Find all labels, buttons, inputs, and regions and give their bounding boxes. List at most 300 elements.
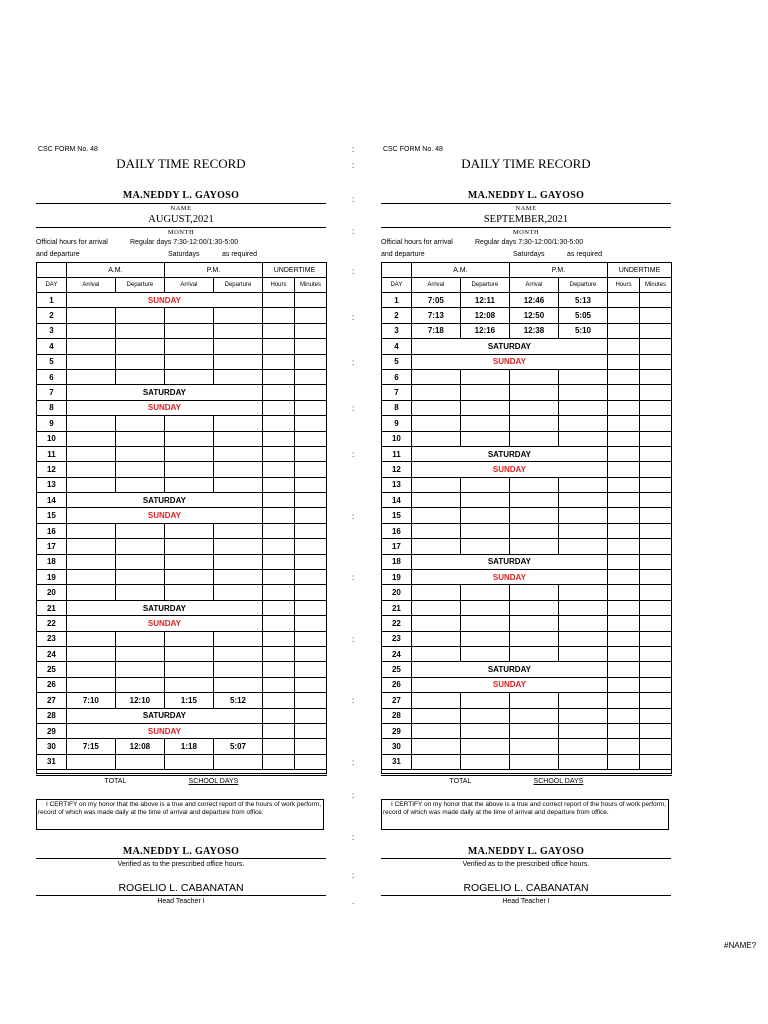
- pm-departure-cell: 5:13: [558, 293, 607, 308]
- pm-arrival-cell: [164, 677, 213, 692]
- header-day-blank: [37, 263, 67, 278]
- day-cell: 24: [382, 646, 412, 661]
- undertime-minutes-cell: [294, 631, 326, 646]
- month-underline: [36, 227, 326, 228]
- month-value: SEPTEMBER,2021: [483, 214, 569, 225]
- day-cell: 11: [37, 446, 67, 461]
- undertime-hours-cell: [607, 339, 639, 354]
- form-title: DAILY TIME RECORD: [116, 156, 246, 171]
- undertime-hours-cell: [607, 646, 639, 661]
- pm-departure-cell: [213, 369, 262, 384]
- pm-arrival-cell: [164, 446, 213, 461]
- table-row: [382, 385, 672, 400]
- undertime-minutes-cell: [294, 416, 326, 431]
- undertime-minutes-cell: [294, 646, 326, 661]
- table-row: [382, 308, 672, 323]
- am-arrival-cell: [66, 477, 115, 492]
- pm-arrival-cell: [509, 585, 558, 600]
- hours-label-1: Official hours for arrival: [381, 239, 453, 246]
- am-arrival-cell: [411, 723, 460, 738]
- undertime-hours-cell: [607, 754, 639, 769]
- head-teacher-name: ROGELIO L. CABANATAN: [118, 882, 244, 894]
- pm-arrival-cell: [509, 431, 558, 446]
- table-row: [37, 493, 327, 508]
- day-cell: 3: [382, 323, 412, 338]
- pm-arrival-cell: 12:38: [509, 323, 558, 338]
- undertime-hours-cell: [607, 539, 639, 554]
- am-arrival-cell: [66, 662, 115, 677]
- table-row: [37, 570, 327, 585]
- undertime-minutes-cell: [639, 616, 671, 631]
- undertime-hours-cell: [607, 477, 639, 492]
- hours-value-2: as required: [222, 251, 258, 258]
- table-row: [37, 446, 327, 461]
- am-arrival-cell: [66, 570, 115, 585]
- table-row: [37, 400, 327, 415]
- undertime-hours-cell: [262, 446, 294, 461]
- separator-mark: :: [352, 195, 355, 204]
- am-departure-cell: [460, 523, 509, 538]
- undertime-hours-cell: [262, 570, 294, 585]
- separator-mark: :: [352, 871, 355, 880]
- am-departure-cell: [460, 693, 509, 708]
- day-cell: 10: [37, 431, 67, 446]
- undertime-minutes-cell: [639, 385, 671, 400]
- time-record-table: [381, 262, 672, 786]
- pm-departure-cell: [558, 631, 607, 646]
- pm-arrival-cell: [164, 539, 213, 554]
- saturday-label: SATURDAY: [411, 446, 607, 461]
- table-row: [382, 646, 672, 661]
- undertime-hours-cell: [607, 723, 639, 738]
- form-title: DAILY TIME RECORD: [461, 156, 591, 171]
- table-row: [382, 539, 672, 554]
- undertime-minutes-cell: [294, 354, 326, 369]
- header-day: DAY: [382, 278, 412, 293]
- am-departure-cell: 12:08: [460, 308, 509, 323]
- pm-arrival-cell: [509, 616, 558, 631]
- table-row: [382, 723, 672, 738]
- table-row: [382, 677, 672, 692]
- table-row: [382, 754, 672, 769]
- day-cell: 1: [382, 293, 412, 308]
- table-row: [37, 585, 327, 600]
- employee-name: MA.NEDDY L. GAYOSO: [122, 190, 240, 201]
- undertime-minutes-cell: [294, 739, 326, 754]
- day-cell: 11: [382, 446, 412, 461]
- undertime-hours-cell: [607, 585, 639, 600]
- am-arrival-cell: [66, 416, 115, 431]
- pm-arrival-cell: [509, 539, 558, 554]
- day-cell: 6: [37, 369, 67, 384]
- day-cell: 19: [37, 570, 67, 585]
- table-row: [37, 508, 327, 523]
- am-departure-cell: [460, 708, 509, 723]
- day-cell: 7: [382, 385, 412, 400]
- pm-departure-cell: [558, 646, 607, 661]
- pm-departure-cell: [558, 616, 607, 631]
- name-underline: [381, 203, 671, 204]
- header-hours: Hours: [607, 278, 639, 293]
- pm-departure-cell: [558, 508, 607, 523]
- am-arrival-cell: [411, 739, 460, 754]
- hours-saturdays: Saturdays: [513, 251, 545, 258]
- am-departure-cell: [460, 385, 509, 400]
- am-arrival-cell: [411, 477, 460, 492]
- undertime-minutes-cell: [639, 539, 671, 554]
- undertime-hours-cell: [262, 539, 294, 554]
- day-cell: 17: [382, 539, 412, 554]
- am-departure-cell: [115, 477, 164, 492]
- am-arrival-cell: 7:13: [411, 308, 460, 323]
- separator-mark: :: [352, 696, 355, 705]
- am-arrival-cell: [66, 369, 115, 384]
- table-row: [37, 462, 327, 477]
- am-departure-cell: [460, 616, 509, 631]
- table-row: [37, 554, 327, 569]
- am-arrival-cell: [66, 308, 115, 323]
- am-departure-cell: [115, 662, 164, 677]
- table-row: [382, 631, 672, 646]
- undertime-minutes-cell: [639, 523, 671, 538]
- am-arrival-cell: [411, 508, 460, 523]
- am-arrival-cell: [66, 585, 115, 600]
- undertime-hours-cell: [607, 508, 639, 523]
- am-departure-cell: [460, 508, 509, 523]
- day-cell: 15: [37, 508, 67, 523]
- undertime-minutes-cell: [294, 570, 326, 585]
- pm-departure-cell: [213, 631, 262, 646]
- undertime-minutes-cell: [639, 354, 671, 369]
- pm-departure-cell: [558, 708, 607, 723]
- sunday-label: SUNDAY: [66, 508, 262, 523]
- pm-arrival-cell: [509, 693, 558, 708]
- pm-arrival-cell: [164, 416, 213, 431]
- undertime-hours-cell: [607, 323, 639, 338]
- pm-arrival-cell: [509, 477, 558, 492]
- day-cell: 22: [37, 616, 67, 631]
- undertime-minutes-cell: [294, 523, 326, 538]
- undertime-hours-cell: [262, 431, 294, 446]
- am-departure-cell: [115, 308, 164, 323]
- table-row: [382, 693, 672, 708]
- pm-departure-cell: [558, 600, 607, 615]
- day-cell: 4: [37, 339, 67, 354]
- month-value: AUGUST,2021: [148, 214, 214, 225]
- am-departure-cell: [115, 416, 164, 431]
- undertime-minutes-cell: [294, 508, 326, 523]
- pm-arrival-cell: [509, 385, 558, 400]
- table-row: [37, 369, 327, 384]
- day-cell: 19: [382, 570, 412, 585]
- time-record-table: [36, 262, 327, 786]
- header-am: A.M.: [66, 263, 164, 278]
- am-departure-cell: [460, 600, 509, 615]
- header-pm-departure: Departure: [558, 278, 607, 293]
- separator-mark: .: [352, 897, 355, 906]
- table-row: [37, 708, 327, 723]
- am-arrival-cell: 7:05: [411, 293, 460, 308]
- undertime-hours-cell: [607, 600, 639, 615]
- header-undertime: UNDERTIME: [607, 263, 671, 278]
- separator-mark: :: [352, 161, 355, 170]
- pm-departure-cell: [213, 754, 262, 769]
- pm-arrival-cell: [164, 523, 213, 538]
- day-cell: 31: [37, 754, 67, 769]
- undertime-minutes-cell: [639, 693, 671, 708]
- am-departure-cell: [115, 523, 164, 538]
- day-cell: 2: [382, 308, 412, 323]
- am-arrival-cell: [66, 554, 115, 569]
- employee-signature-name: MA.NEDDY L. GAYOSO: [122, 846, 240, 857]
- day-cell: 22: [382, 616, 412, 631]
- name-caption: NAME: [170, 205, 192, 212]
- table-row: [382, 585, 672, 600]
- separator-mark: :: [352, 450, 355, 459]
- header-am-departure: Departure: [460, 278, 509, 293]
- undertime-minutes-cell: [294, 539, 326, 554]
- day-cell: 7: [37, 385, 67, 400]
- undertime-minutes-cell: [294, 308, 326, 323]
- day-cell: 5: [37, 354, 67, 369]
- pm-arrival-cell: [164, 646, 213, 661]
- undertime-hours-cell: [262, 585, 294, 600]
- employee-name: MA.NEDDY L. GAYOSO: [467, 190, 585, 201]
- separator-mark: :: [352, 512, 355, 521]
- day-cell: 5: [382, 354, 412, 369]
- undertime-hours-cell: [262, 493, 294, 508]
- header-pm: P.M.: [509, 263, 607, 278]
- undertime-hours-cell: [607, 431, 639, 446]
- undertime-minutes-cell: [294, 585, 326, 600]
- separator-mark: :: [352, 313, 355, 322]
- verified-text: Verified as to the prescribed office hours.: [117, 861, 245, 868]
- undertime-minutes-cell: [294, 677, 326, 692]
- undertime-hours-cell: [262, 662, 294, 677]
- form-number: CSC FORM No. 48: [38, 146, 98, 153]
- day-cell: 14: [37, 493, 67, 508]
- table-row: [382, 477, 672, 492]
- table-row: [37, 293, 327, 308]
- undertime-minutes-cell: [294, 385, 326, 400]
- table-row: [37, 385, 327, 400]
- undertime-minutes-cell: [639, 369, 671, 384]
- undertime-hours-cell: [607, 616, 639, 631]
- undertime-minutes-cell: [294, 446, 326, 461]
- month-caption: MONTH: [512, 229, 540, 236]
- undertime-hours-cell: [262, 523, 294, 538]
- day-cell: 30: [382, 739, 412, 754]
- pm-arrival-cell: [509, 400, 558, 415]
- am-departure-cell: [115, 323, 164, 338]
- am-departure-cell: [460, 431, 509, 446]
- table-row: [382, 523, 672, 538]
- am-arrival-cell: [66, 323, 115, 338]
- saturday-label: SATURDAY: [411, 554, 607, 569]
- day-cell: 18: [37, 554, 67, 569]
- pm-departure-cell: 5:10: [558, 323, 607, 338]
- undertime-minutes-cell: [294, 693, 326, 708]
- day-cell: 21: [37, 600, 67, 615]
- pm-arrival-cell: 12:50: [509, 308, 558, 323]
- am-departure-cell: [115, 446, 164, 461]
- am-arrival-cell: [66, 523, 115, 538]
- undertime-minutes-cell: [639, 600, 671, 615]
- undertime-hours-cell: [262, 631, 294, 646]
- pm-arrival-cell: [509, 739, 558, 754]
- undertime-minutes-cell: [639, 754, 671, 769]
- saturday-label: SATURDAY: [66, 385, 262, 400]
- am-arrival-cell: [411, 369, 460, 384]
- pm-arrival-cell: [509, 493, 558, 508]
- name-caption: NAME: [515, 205, 537, 212]
- name-underline: [36, 203, 326, 204]
- sunday-label: SUNDAY: [411, 677, 607, 692]
- header-am-arrival: Arrival: [66, 278, 115, 293]
- undertime-minutes-cell: [639, 400, 671, 415]
- saturday-label: SATURDAY: [66, 493, 262, 508]
- cut-line-separator: [352, 0, 360, 1024]
- table-row: [37, 616, 327, 631]
- pm-arrival-cell: [164, 462, 213, 477]
- undertime-hours-cell: [262, 754, 294, 769]
- am-arrival-cell: [66, 431, 115, 446]
- day-cell: 12: [37, 462, 67, 477]
- pm-arrival-cell: [164, 431, 213, 446]
- day-cell: 17: [37, 539, 67, 554]
- undertime-minutes-cell: [294, 369, 326, 384]
- month-underline: [381, 227, 671, 228]
- total-blank: [382, 775, 412, 787]
- day-cell: 23: [37, 631, 67, 646]
- hours-label-2: and departure: [381, 251, 425, 258]
- pm-departure-cell: [558, 585, 607, 600]
- pm-departure-cell: [558, 369, 607, 384]
- hours-value-2: as required: [567, 251, 603, 258]
- undertime-hours-cell: [262, 416, 294, 431]
- undertime-minutes-cell: [639, 739, 671, 754]
- pm-departure-cell: [213, 570, 262, 585]
- pm-arrival-cell: [164, 339, 213, 354]
- pm-departure-cell: [558, 693, 607, 708]
- am-arrival-cell: [411, 416, 460, 431]
- header-hours: Hours: [262, 278, 294, 293]
- header-pm: P.M.: [164, 263, 262, 278]
- sunday-label: SUNDAY: [411, 570, 607, 585]
- head-teacher-title: Head Teacher I: [502, 898, 550, 905]
- pm-departure-cell: [213, 416, 262, 431]
- table-row: [382, 600, 672, 615]
- undertime-hours-cell: [607, 462, 639, 477]
- am-arrival-cell: [66, 539, 115, 554]
- header-minutes: Minutes: [294, 278, 326, 293]
- day-cell: 8: [37, 400, 67, 415]
- head-teacher-name: ROGELIO L. CABANATAN: [463, 882, 589, 894]
- am-arrival-cell: [411, 693, 460, 708]
- am-departure-cell: [115, 431, 164, 446]
- undertime-hours-cell: [262, 462, 294, 477]
- table-row: [382, 400, 672, 415]
- pm-departure-cell: [213, 539, 262, 554]
- am-departure-cell: [460, 493, 509, 508]
- pm-departure-cell: 5:12: [213, 693, 262, 708]
- undertime-hours-cell: [607, 354, 639, 369]
- undertime-minutes-cell: [639, 431, 671, 446]
- employee-signature-name: MA.NEDDY L. GAYOSO: [467, 846, 585, 857]
- pm-arrival-cell: 12:46: [509, 293, 558, 308]
- am-arrival-cell: 7:10: [66, 693, 115, 708]
- pm-arrival-cell: [164, 323, 213, 338]
- day-cell: 3: [37, 323, 67, 338]
- undertime-hours-cell: [262, 293, 294, 308]
- head-signature-line: [36, 895, 326, 896]
- pm-departure-cell: [213, 462, 262, 477]
- undertime-hours-cell: [262, 400, 294, 415]
- pm-departure-cell: [213, 585, 262, 600]
- undertime-minutes-cell: [639, 416, 671, 431]
- separator-mark: :: [352, 145, 355, 154]
- am-departure-cell: [460, 477, 509, 492]
- am-arrival-cell: [66, 446, 115, 461]
- day-cell: 18: [382, 554, 412, 569]
- day-cell: 9: [37, 416, 67, 431]
- pm-arrival-cell: [164, 754, 213, 769]
- am-departure-cell: 12:16: [460, 323, 509, 338]
- saturday-label: SATURDAY: [66, 708, 262, 723]
- undertime-minutes-cell: [294, 723, 326, 738]
- undertime-minutes-cell: [639, 308, 671, 323]
- pm-departure-cell: 5:07: [213, 739, 262, 754]
- month-caption: MONTH: [167, 229, 195, 236]
- table-row: [37, 600, 327, 615]
- day-cell: 8: [382, 400, 412, 415]
- am-arrival-cell: [411, 539, 460, 554]
- undertime-minutes-cell: [294, 708, 326, 723]
- pm-departure-cell: [213, 308, 262, 323]
- pm-arrival-cell: [164, 585, 213, 600]
- header-am: A.M.: [411, 263, 509, 278]
- undertime-minutes-cell: [294, 323, 326, 338]
- day-cell: 14: [382, 493, 412, 508]
- day-cell: 20: [37, 585, 67, 600]
- school-days-label: SCHOOL DAYS: [533, 777, 584, 785]
- undertime-minutes-cell: [639, 462, 671, 477]
- table-row: [382, 446, 672, 461]
- table-row: [37, 677, 327, 692]
- sunday-label: SUNDAY: [66, 723, 262, 738]
- undertime-minutes-cell: [639, 339, 671, 354]
- undertime-hours-cell: [607, 662, 639, 677]
- day-cell: 4: [382, 339, 412, 354]
- am-departure-cell: [460, 585, 509, 600]
- separator-mark: :: [352, 267, 355, 276]
- pm-arrival-cell: [509, 416, 558, 431]
- day-cell: 30: [37, 739, 67, 754]
- undertime-hours-cell: [262, 477, 294, 492]
- signature-line: [381, 858, 671, 859]
- sunday-label: SUNDAY: [411, 354, 607, 369]
- total-label: TOTAL: [449, 777, 472, 785]
- header-undertime: UNDERTIME: [262, 263, 326, 278]
- am-departure-cell: [115, 585, 164, 600]
- pm-departure-cell: [558, 739, 607, 754]
- day-cell: 23: [382, 631, 412, 646]
- pm-arrival-cell: [509, 508, 558, 523]
- undertime-hours-cell: [607, 523, 639, 538]
- pm-arrival-cell: [164, 554, 213, 569]
- am-departure-cell: [460, 416, 509, 431]
- day-cell: 2: [37, 308, 67, 323]
